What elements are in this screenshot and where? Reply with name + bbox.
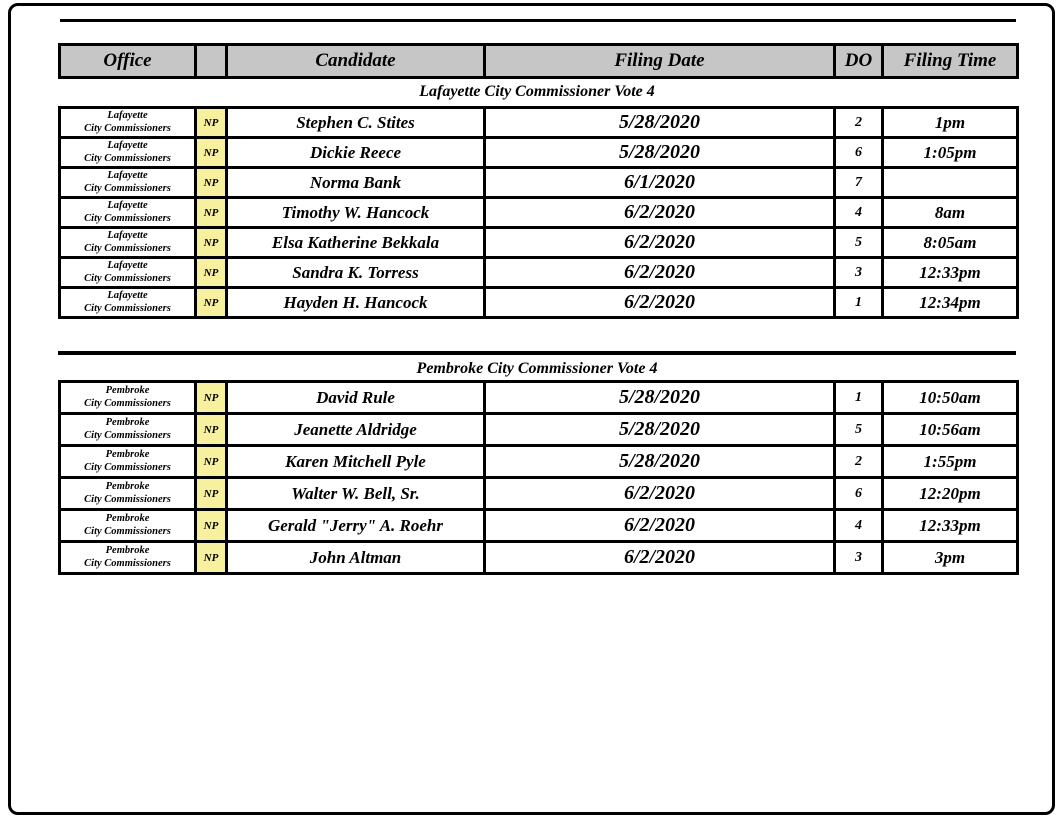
office-cell bbox=[60, 228, 196, 258]
office-cell bbox=[60, 138, 196, 168]
office-type: City Commissioners bbox=[84, 493, 171, 505]
office-name: Pembroke bbox=[105, 416, 150, 428]
filing-date-cell: 6/2/2020 bbox=[485, 510, 835, 542]
office-type: City Commissioners bbox=[84, 461, 171, 473]
candidate-name: Jeanette Aldridge bbox=[227, 414, 485, 446]
candidate-name: Timothy W. Hancock bbox=[227, 198, 485, 228]
party-badge: NP bbox=[196, 258, 227, 288]
draw-order-cell: 1 bbox=[835, 382, 883, 414]
filing-time-cell: 12:33pm bbox=[883, 258, 1018, 288]
candidate-name: Norma Bank bbox=[227, 168, 485, 198]
document-page bbox=[8, 3, 1055, 815]
filing-time-cell: 8:05am bbox=[883, 228, 1018, 258]
office-type: City Commissioners bbox=[84, 272, 171, 284]
candidate-row bbox=[60, 478, 1018, 510]
header-office: Office bbox=[60, 45, 196, 78]
office-cell bbox=[60, 198, 196, 228]
candidate-row bbox=[60, 446, 1018, 478]
party-badge: NP bbox=[196, 542, 227, 574]
section-title: Pembroke City Commissioner Vote 4 bbox=[416, 360, 658, 377]
candidate-name: David Rule bbox=[227, 382, 485, 414]
office-name: Lafayette bbox=[107, 109, 148, 121]
draw-order-cell: 3 bbox=[835, 542, 883, 574]
filing-date-cell: 5/28/2020 bbox=[485, 382, 835, 414]
candidate-name: Karen Mitchell Pyle bbox=[227, 446, 485, 478]
candidate-row bbox=[60, 168, 1018, 198]
office-cell bbox=[60, 414, 196, 446]
candidate-name: Elsa Katherine Bekkala bbox=[227, 228, 485, 258]
office-cell bbox=[60, 510, 196, 542]
filing-date-cell: 6/2/2020 bbox=[485, 228, 835, 258]
filing-date-cell: 6/2/2020 bbox=[485, 258, 835, 288]
office-cell bbox=[60, 382, 196, 414]
office-name: Lafayette bbox=[107, 169, 148, 181]
office-name: Pembroke bbox=[105, 480, 150, 492]
office-name: Lafayette bbox=[107, 259, 148, 271]
filing-time-cell: 12:33pm bbox=[883, 510, 1018, 542]
filing-date-cell: 6/2/2020 bbox=[485, 288, 835, 318]
office-name: Lafayette bbox=[107, 289, 148, 301]
header-party bbox=[196, 45, 227, 78]
draw-order-cell: 1 bbox=[835, 288, 883, 318]
filing-date-cell: 5/28/2020 bbox=[485, 446, 835, 478]
party-badge: NP bbox=[196, 382, 227, 414]
draw-order-cell: 3 bbox=[835, 258, 883, 288]
office-name: Lafayette bbox=[107, 199, 148, 211]
candidate-row bbox=[60, 382, 1018, 414]
candidate-row bbox=[60, 228, 1018, 258]
filing-time-cell: 3pm bbox=[883, 542, 1018, 574]
office-type: City Commissioners bbox=[84, 182, 171, 194]
section-divider-rule bbox=[58, 351, 1016, 355]
header-row bbox=[60, 45, 1018, 78]
party-badge: NP bbox=[196, 138, 227, 168]
office-name: Pembroke bbox=[105, 512, 150, 524]
party-badge: NP bbox=[196, 288, 227, 318]
candidate-row bbox=[60, 138, 1018, 168]
draw-order-cell: 5 bbox=[835, 414, 883, 446]
party-badge: NP bbox=[196, 510, 227, 542]
party-badge: NP bbox=[196, 228, 227, 258]
office-name: Lafayette bbox=[107, 139, 148, 151]
filing-time-cell bbox=[883, 168, 1018, 198]
candidate-name: Stephen C. Stites bbox=[227, 108, 485, 138]
filing-time-cell: 12:20pm bbox=[883, 478, 1018, 510]
office-type: City Commissioners bbox=[84, 429, 171, 441]
filing-time-cell: 10:56am bbox=[883, 414, 1018, 446]
office-cell bbox=[60, 288, 196, 318]
candidate-row bbox=[60, 258, 1018, 288]
party-badge: NP bbox=[196, 478, 227, 510]
office-cell bbox=[60, 542, 196, 574]
candidate-table bbox=[58, 380, 1019, 575]
candidate-row bbox=[60, 198, 1018, 228]
draw-order-cell: 7 bbox=[835, 168, 883, 198]
draw-order-cell: 6 bbox=[835, 138, 883, 168]
draw-order-cell: 4 bbox=[835, 198, 883, 228]
party-badge: NP bbox=[196, 168, 227, 198]
candidate-row bbox=[60, 414, 1018, 446]
office-cell bbox=[60, 478, 196, 510]
office-name: Pembroke bbox=[105, 384, 150, 396]
candidate-row bbox=[60, 510, 1018, 542]
office-type: City Commissioners bbox=[84, 212, 171, 224]
filing-time-cell: 8am bbox=[883, 198, 1018, 228]
filing-time-cell: 1:55pm bbox=[883, 446, 1018, 478]
candidate-name: Dickie Reece bbox=[227, 138, 485, 168]
header-candidate: Candidate bbox=[227, 45, 485, 78]
filing-date-cell: 5/28/2020 bbox=[485, 414, 835, 446]
draw-order-cell: 5 bbox=[835, 228, 883, 258]
candidate-row bbox=[60, 288, 1018, 318]
office-name: Pembroke bbox=[105, 544, 150, 556]
office-type: City Commissioners bbox=[84, 242, 171, 254]
filing-date-cell: 5/28/2020 bbox=[485, 138, 835, 168]
office-cell bbox=[60, 108, 196, 138]
office-name: Lafayette bbox=[107, 229, 148, 241]
filing-date-cell: 6/2/2020 bbox=[485, 542, 835, 574]
office-name: Pembroke bbox=[105, 448, 150, 460]
office-type: City Commissioners bbox=[84, 122, 171, 134]
candidate-table bbox=[58, 106, 1019, 319]
office-type: City Commissioners bbox=[84, 302, 171, 314]
office-cell bbox=[60, 168, 196, 198]
candidate-name: Gerald "Jerry" A. Roehr bbox=[227, 510, 485, 542]
candidate-name: Sandra K. Torress bbox=[227, 258, 485, 288]
filing-time-cell: 12:34pm bbox=[883, 288, 1018, 318]
section-title: Lafayette City Commissioner Vote 4 bbox=[419, 83, 655, 100]
header-filing-date: Filing Date bbox=[485, 45, 835, 78]
office-cell bbox=[60, 446, 196, 478]
filing-time-cell: 10:50am bbox=[883, 382, 1018, 414]
draw-order-cell: 2 bbox=[835, 446, 883, 478]
draw-order-cell: 2 bbox=[835, 108, 883, 138]
office-type: City Commissioners bbox=[84, 525, 171, 537]
party-badge: NP bbox=[196, 108, 227, 138]
candidate-row bbox=[60, 108, 1018, 138]
office-type: City Commissioners bbox=[84, 557, 171, 569]
column-header-row bbox=[58, 43, 1019, 79]
filing-date-cell: 6/2/2020 bbox=[485, 198, 835, 228]
party-badge: NP bbox=[196, 446, 227, 478]
filing-date-cell: 6/1/2020 bbox=[485, 168, 835, 198]
party-badge: NP bbox=[196, 414, 227, 446]
office-type: City Commissioners bbox=[84, 397, 171, 409]
header-filing-time: Filing Time bbox=[883, 45, 1018, 78]
top-rule bbox=[60, 19, 1016, 22]
office-type: City Commissioners bbox=[84, 152, 171, 164]
draw-order-cell: 4 bbox=[835, 510, 883, 542]
candidate-name: Walter W. Bell, Sr. bbox=[227, 478, 485, 510]
header-draw-order: DO bbox=[835, 45, 883, 78]
candidate-name: Hayden H. Hancock bbox=[227, 288, 485, 318]
filing-date-cell: 6/2/2020 bbox=[485, 478, 835, 510]
party-badge: NP bbox=[196, 198, 227, 228]
filing-time-cell: 1pm bbox=[883, 108, 1018, 138]
draw-order-cell: 6 bbox=[835, 478, 883, 510]
filing-time-cell: 1:05pm bbox=[883, 138, 1018, 168]
candidate-row bbox=[60, 542, 1018, 574]
office-cell bbox=[60, 258, 196, 288]
candidate-name: John Altman bbox=[227, 542, 485, 574]
filing-date-cell: 5/28/2020 bbox=[485, 108, 835, 138]
